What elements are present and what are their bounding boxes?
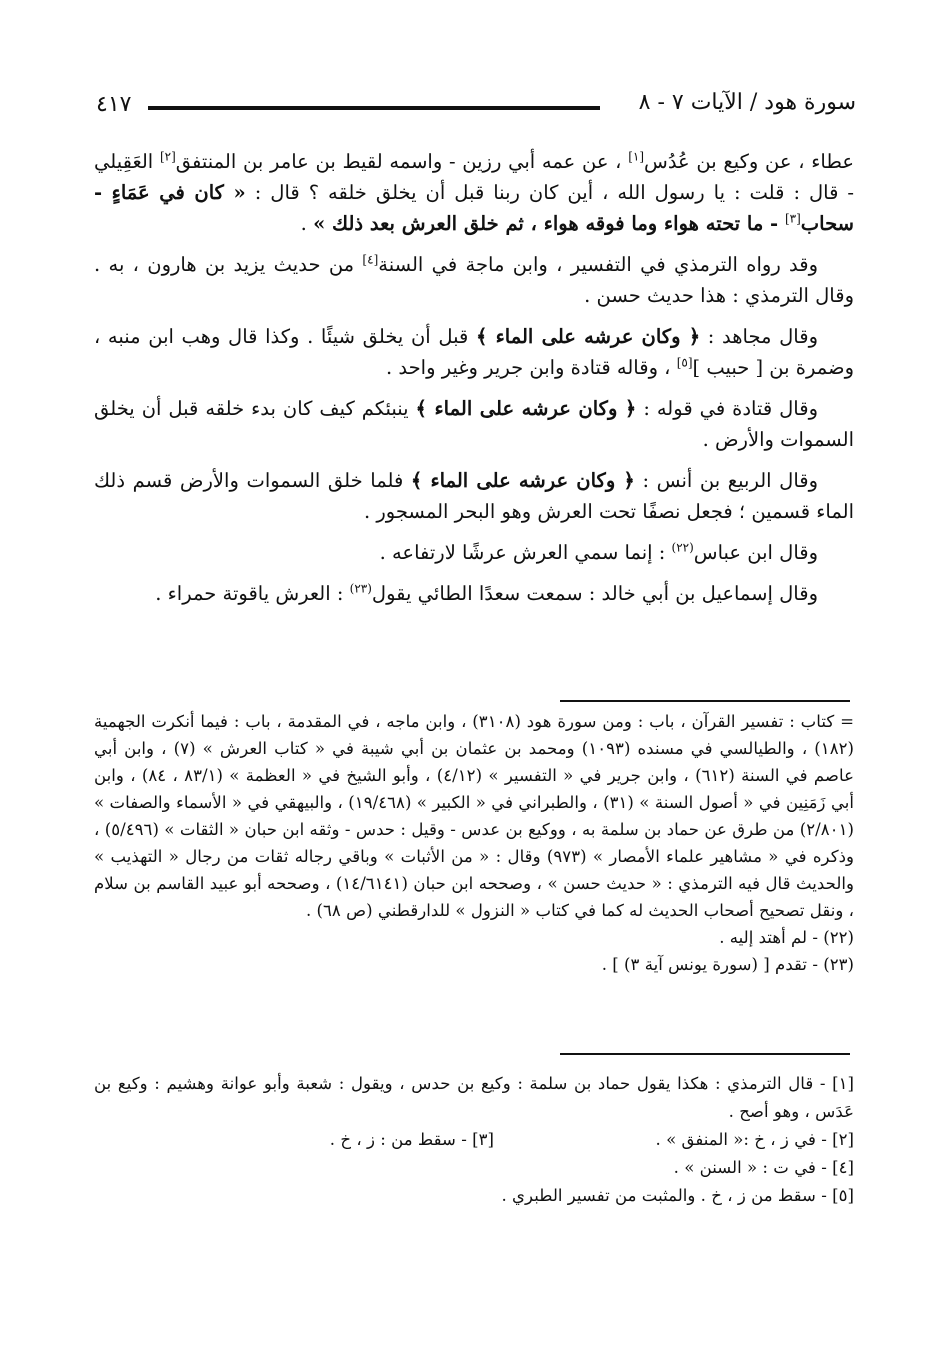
- footnote-ref: [١]: [628, 149, 645, 164]
- paragraph-7: [94, 578, 854, 609]
- text: من حديث يزيد بن هارون ، به . وقال الترمذي : هذا حديث حسن .: [94, 253, 854, 307]
- paragraph-1: [94, 146, 854, 239]
- page-number: ٤١٧: [96, 92, 132, 117]
- text: وقال مجاهد :: [700, 325, 818, 348]
- variant-note-3: [٣] - سقط من : ز ، خ .: [329, 1130, 494, 1149]
- editor-footnotes: [94, 708, 854, 978]
- footnote-continuation: = كتاب : تفسير القرآن ، باب : ومن سورة هود (٣١٠٨) ، وابن ماجه ، في المقدمة ، باب : فيما أنكرت الجهمية (١٨٢) ، والطيالسي في مسنده (١٠٩٣) ومحمد بن عثمان بن أبي شيبة في « كتاب العرش » (٧) ، وابن أبي عاصم في السنة (٦١٢) ، وابن جرير في « التفسير » (٤/١٢) ، وأبو الشيخ في « العظمة » (٨٣/١ ، ٨٤) ، وابن أبي زَمَنِين في « أصول السنة » (٣١) ، والطبراني في « الكبير » (١٩/٤٦٨) ، والبيهقي في « الأسماء والصفات » (٢/٨٠١) من طرق عن حماد بن سلمة به ، ووكيع بن عدس - وقيل : حدس - وثقه ابن حبان « الثقات » (٥/٤٩٦) ، وذكره في « مشاهير علماء الأمصار » (٩٧٣) وقال : « من الأثبات » وباقي رجاله ثقات من رجال « التهذيب » والحديث قال فيه الترمذي : « حديث حسن » ، وصححه ابن حبان (١٤/٦١٤١) ، وصححه أبو عبيد القاسم بن سلام ، ونقل تصحيح أصحاب الحديث له كما في كتاب « النزول » للدارقطني (ص ٦٨) .: [94, 712, 855, 920]
- hadith-quote: « كان في عَمَاءٍ - سحاب: [94, 181, 854, 235]
- running-title: سورة هود / الآيات ٧ - ٨: [638, 90, 856, 115]
- footnote-separator-2: [560, 1053, 850, 1055]
- page-header: [96, 88, 856, 128]
- text: وقال الربيع بن أنس :: [634, 469, 818, 492]
- text: وقد رواه الترمذي في التفسير ، وابن ماجة في السنة: [378, 253, 819, 276]
- paragraph-3: [94, 321, 854, 383]
- footnote-ref: (٢٣): [349, 581, 372, 596]
- footnote-ref: [٥]: [676, 355, 693, 370]
- footnote-ref: [٣]: [784, 211, 801, 226]
- variant-note-4: [٤] - في ت : « السنن » .: [673, 1158, 854, 1177]
- text: ، عن عمه أبي رزين - واسمه لقيط بن عامر بن المنتفق: [175, 150, 629, 173]
- quran-quote: ﴿ وكان عرشه على الماء ﴾: [415, 397, 637, 420]
- text: وقال إسماعيل بن أبي خالد : سمعت سعدًا الطائي يقول: [371, 582, 818, 605]
- footnote-ref: (٢٢): [671, 540, 694, 555]
- text: عطاء ، عن وكيع بن عُدُس: [644, 150, 854, 173]
- variant-notes-row: [94, 1126, 854, 1154]
- hadith-quote: - ما تحته هواء وما فوقه هواء ، ثم خلق العرش بعد ذلك »: [313, 212, 785, 235]
- variant-footnotes: [94, 1070, 854, 1210]
- text: وقال ابن عباس: [693, 541, 818, 564]
- paragraph-5: [94, 465, 854, 527]
- text: : العرش ياقوتة حمراء .: [155, 582, 350, 605]
- text: فلما خلق السموات والأرض قسم ذلك الماء قسمين ؛ فجعل نصفًا تحت العرش وهو البحر المسجور .: [94, 469, 854, 523]
- quran-quote: ﴿ وكان عرشه على الماء ﴾: [475, 325, 701, 348]
- text: وقال قتادة في قوله :: [636, 397, 818, 420]
- footnote-22: (٢٢) - لم أهتد إليه .: [719, 928, 854, 947]
- text: قبل أن يخلق شيئًا . وكذا قال وهب ابن منبه ، وضمرة بن [ حبيب ]: [94, 325, 854, 379]
- text: : إنما سمي العرش عرشًا لارتفاعه .: [379, 541, 672, 564]
- footnote-ref: [٤]: [362, 252, 379, 267]
- text: .: [300, 212, 314, 235]
- text: ينبئكم كيف كان بدء خلقه قبل أن يخلق السموات والأرض .: [94, 397, 854, 451]
- variant-note-5: [٥] - سقط من ز ، خ . والمثبت من تفسير الطبري .: [501, 1186, 854, 1205]
- header-rule: [148, 106, 600, 110]
- main-text: [94, 146, 854, 619]
- variant-note-2: [٢] - في ز ، خ :« المنفق » .: [655, 1130, 854, 1149]
- quran-quote: ﴿ وكان عرشه على الماء ﴾: [410, 469, 635, 492]
- paragraph-4: [94, 393, 854, 455]
- paragraph-6: [94, 537, 854, 568]
- footnote-ref: [٢]: [159, 149, 176, 164]
- variant-note-1: [١] - قال الترمذي : هكذا يقول حماد بن سلمة : وكيع بن حدس ، ويقول : شعبة وأبو عوانة وهشيم : وكيع بن عَدَس ، وهو أصح .: [94, 1074, 854, 1121]
- text: ، وقاله قتادة وابن جرير وغير واحد .: [385, 356, 677, 379]
- footnote-23: (٢٣) - تقدم [ (سورة يونس آية ٣) ] .: [601, 955, 854, 974]
- paragraph-2: [94, 249, 854, 311]
- footnote-separator: [560, 700, 850, 702]
- text: العَقِيلي - قال : قلت : يا رسول الله ، أين كان ربنا قبل أن يخلق خلقه ؟ قال :: [94, 150, 855, 204]
